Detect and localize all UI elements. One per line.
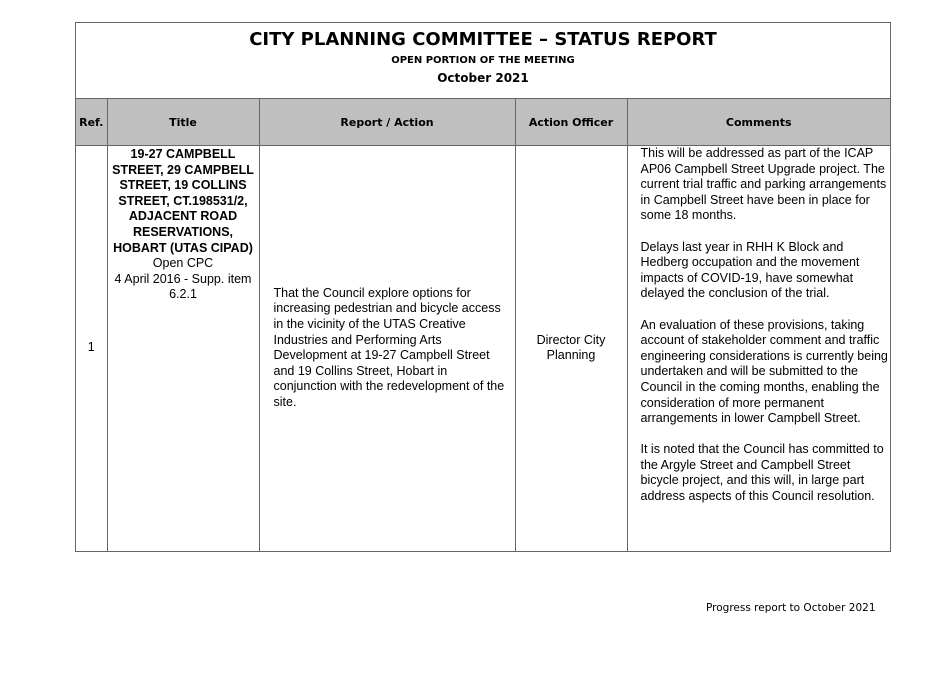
cell-comments: [627, 146, 890, 551]
table-header-row: [76, 99, 890, 146]
report-header: [76, 23, 890, 99]
report-subtitle: OPEN PORTION OF THE MEETING: [391, 55, 575, 66]
report-title: CITY PLANNING COMMITTEE – STATUS REPORT: [249, 29, 717, 50]
cell-action-officer: Director City Planning: [515, 146, 627, 551]
cell-report-action: That the Council explore options for increasing pedestrian and bicycle access in the vicinity of the UTAS Creative Industries and Performing Arts Development at 19-27 Campbell Street and 19 Collins Street, Hobart in conjunction with the redevelopment of the site.: [259, 146, 515, 551]
cell-title: [107, 146, 259, 551]
page-footer: Progress report to October 2021: [706, 602, 876, 614]
column-header-comments: Comments: [627, 99, 890, 146]
comment-paragraph: This will be addressed as part of the ICAP AP06 Campbell Street Upgrade project. The current trial traffic and parking arrangements in Campbell Street have been in place for some 18 months.: [640, 146, 887, 223]
item-date: 4 April 2016 - Supp. item 6.2.1: [114, 271, 252, 302]
comment-paragraph: It is noted that the Council has committed to the Argyle Street and Campbell Street bicycle project, and this will, in large part address aspects of this Council resolution.: [640, 442, 884, 504]
cell-ref: 1: [87, 340, 95, 355]
column-header-title: Title: [107, 99, 259, 146]
item-meeting: Open CPC: [152, 256, 214, 271]
item-title: 19-27 CAMPBELL STREET, 29 CAMPBELL STREET, 19 COLLINS STREET, CT.198531/2, ADJACENT ROAD RESERVATIONS, HOBART (UTAS CIPAD): [112, 147, 254, 255]
column-header-action-officer: Action Officer: [515, 99, 627, 146]
comment-paragraph: Delays last year in RHH K Block and Hedberg occupation and the movement impacts of COVID-19, have somewhat delayed the conclusion of the trial.: [640, 239, 860, 301]
status-table: [76, 99, 890, 551]
comment-paragraph: An evaluation of these provisions, taking account of stakeholder comment and traffic engineering considerations is currently being undertaken and will be submitted to the Council in the coming months, enabling the consideration of more permanent arrangements in lower Campbell Street.: [640, 317, 888, 426]
table-row: [76, 146, 890, 551]
status-report: [75, 22, 891, 552]
report-period: October 2021: [437, 71, 529, 85]
column-header-report-action: Report / Action: [259, 99, 515, 146]
column-header-ref: Ref.: [76, 99, 107, 146]
